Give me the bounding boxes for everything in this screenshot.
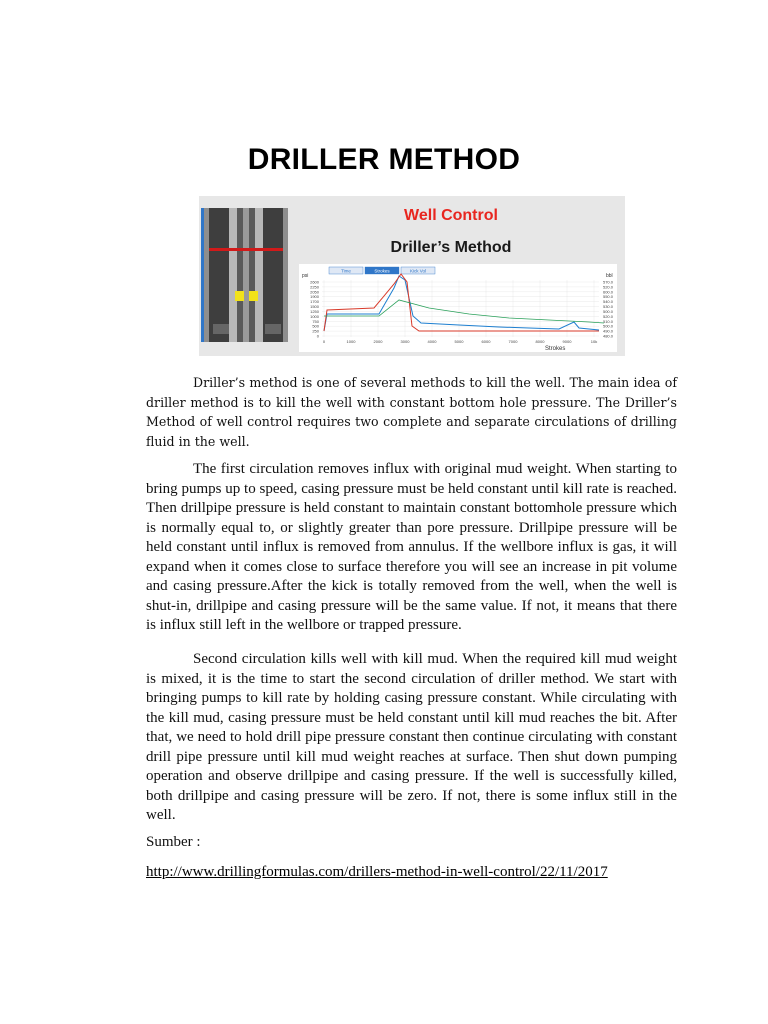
chart-tab-time: Time	[341, 268, 351, 274]
y-tick-left: 500	[312, 323, 319, 329]
wellbore-diagram	[201, 208, 288, 342]
x-tick: 3000	[400, 339, 410, 344]
x-tick: 6000	[481, 339, 491, 344]
page-title: DRILLER METHOD	[247, 143, 521, 176]
y-tick-left: 250	[312, 328, 319, 334]
y-tick-right: 530.0	[602, 304, 613, 310]
x-tick: 1000	[346, 339, 356, 344]
x-tick: 0	[322, 339, 326, 344]
chart-tab-strokes: Strokes	[374, 268, 390, 274]
y-tick-right: 570.0	[602, 279, 613, 285]
y-tick-right: 510.0	[602, 318, 613, 324]
x-tick: 7000	[508, 339, 518, 344]
y-tick-right: 600.0	[602, 289, 613, 295]
y-tick-left: 0	[316, 333, 319, 339]
y-right-axis-label: bbl	[606, 273, 613, 279]
y-tick-left: 2600	[310, 279, 319, 285]
y-tick-right: 480.0	[602, 333, 613, 339]
y-tick-right: 520.0	[602, 313, 613, 319]
y-left-axis-label: psi	[302, 273, 309, 279]
x-tick: 2000	[373, 339, 383, 344]
paragraph-first-circulation: The first circulation removes influx with original mud weight. When starting to bring pumps up to speed, casing pressure must be held constant until kill rate is reached. Then drillpipe pressure is held constant to maintain constant bottomhole pressure which is normally equal to, or slightly greater than pore pressure. Drillpipe pressure will be held constant until influx is removed from annulus. If the wellbore influx is gas, it will expand when it comes close to surface therefore you will see an increase in pit volume and casing pressure.After the kick is totally removed from the well, when the well is shut-in, drillpipe and casing pressure will be the same value. If not, it means that there is influx still left in the wellbore or trapped pressure.	[146, 461, 677, 633]
source-link[interactable]: http://www.drillingformulas.com/drillers-method-in-well-control/22/11/2017	[146, 864, 608, 880]
y-tick-left: 2050	[310, 289, 319, 295]
x-axis-label: Strokes	[545, 346, 566, 352]
y-tick-left: 1900	[310, 294, 319, 300]
x-tick: 5000	[454, 339, 464, 344]
figure-heading-well-control: Well Control	[404, 207, 498, 224]
paragraph-intro: Driller’s method is one of several methods to kill the well. The main idea of driller method is to kill the well with constant bottom hole pressure. The Driller’s Method of well control requires two complete and separate circulations of drilling fluid in the well.	[146, 375, 677, 449]
pressure-chart	[299, 264, 617, 352]
y-tick-left: 2250	[310, 284, 319, 290]
y-tick-left: 1500	[310, 304, 319, 310]
x-tick: 4000	[427, 339, 437, 344]
y-tick-right: 500.0	[602, 308, 613, 314]
y-tick-right: 500.0	[602, 323, 613, 329]
x-tick: 10k	[590, 339, 598, 344]
y-tick-right: 520.0	[602, 284, 613, 290]
y-tick-right: 550.0	[602, 294, 613, 300]
x-tick: 8000	[535, 339, 545, 344]
y-tick-left: 750	[312, 318, 319, 324]
paragraph-second-circulation: Second circulation kills well with kill mud. When the required kill mud weight is mixed, it is the time to start the second circulation of driller method. We start with bringing pumps to kill rate by holding casing pressure constant. While circulating with the kill mud, casing pressure must be held constant until kill mud reaches the bit. After that, we need to hold drill pipe pressure constant then continue circulating with constant drill pipe pressure until kill mud weight reaches at surface. Then shut down pumping operation and observe drillpipe and casing pressure. If the well is successfully killed, both drillpipe and casing pressure will be zero. If not, there is some influx still in the well.	[146, 651, 677, 823]
well-control-figure	[199, 196, 625, 356]
chart-tab-kick-vol: Kick Vol	[409, 268, 427, 274]
y-tick-left: 1250	[310, 308, 319, 314]
y-tick-right: 540.0	[602, 299, 613, 305]
y-tick-left: 1000	[310, 313, 319, 319]
figure-heading-drillers-method: Driller’s Method	[390, 239, 512, 256]
y-tick-right: 490.0	[602, 328, 613, 334]
y-tick-left: 1700	[310, 299, 319, 305]
figure-graphic	[199, 196, 625, 356]
source-label: Sumber :	[146, 834, 201, 850]
x-tick: 9000	[562, 339, 572, 344]
